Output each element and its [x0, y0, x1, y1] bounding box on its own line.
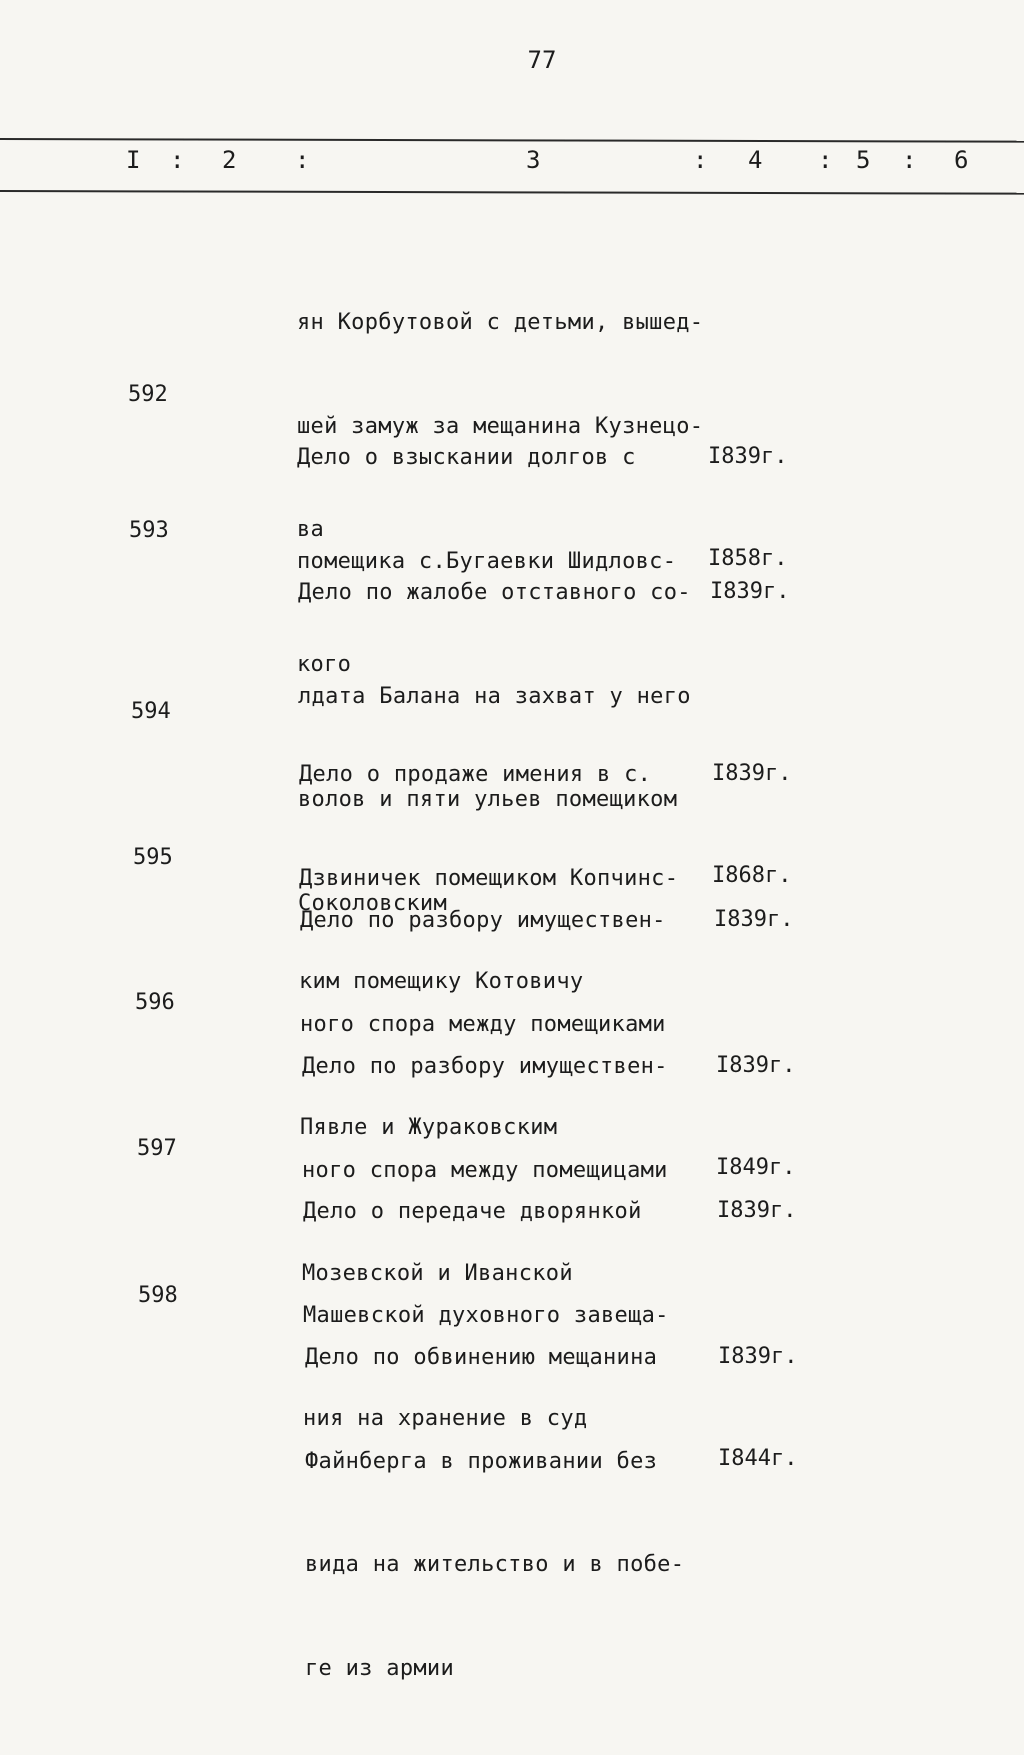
text-line: Пявле и Жураковским: [300, 1115, 558, 1140]
case-number: 592: [128, 382, 168, 407]
start-date: I839г.: [718, 1344, 798, 1369]
page-number: 77: [527, 46, 557, 74]
header-rule-top: [0, 138, 1024, 143]
end-date: I844г.: [718, 1446, 798, 1471]
text-line: ния на хранение в суд: [303, 1406, 588, 1431]
text-line: ва: [297, 517, 325, 542]
case-dates: [710, 507, 789, 677]
end-date: I868г.: [712, 863, 792, 888]
text-line: Дело по обвинению мещанина: [305, 1345, 658, 1370]
text-line: Дзвиничек помещиком Копчинс-: [299, 865, 679, 891]
text-line: Дело о взыскании долгов с: [297, 445, 636, 470]
start-date: I839г.: [710, 579, 790, 604]
case-number: 593: [129, 518, 169, 543]
column-header-5: 5: [856, 146, 871, 174]
start-date: I839г.: [716, 1053, 796, 1078]
column-header-3: 3: [526, 146, 541, 174]
column-separator: :: [295, 146, 310, 174]
text-line: кого: [297, 652, 352, 677]
text-line: ян Корбутовой с детьми, вышед-: [297, 310, 704, 335]
text-line: Мозевской и Иванской: [302, 1261, 573, 1286]
text-line: шей замуж за мещанина Кузнецо-: [297, 413, 704, 439]
text-line: ге из армии: [305, 1655, 454, 1681]
text-line: Дело по разбору имуществен-: [302, 1054, 668, 1079]
case-number: 598: [138, 1283, 178, 1308]
end-date: I858г.: [708, 546, 788, 571]
column-separator: :: [902, 146, 917, 174]
start-date: I839г.: [708, 444, 788, 469]
case-number: 596: [135, 990, 175, 1015]
text-line: Дело о продаже имения в с.: [299, 762, 652, 787]
column-header-1: I: [126, 146, 141, 174]
text-line: Дело по жалобе отставного со-: [298, 580, 691, 605]
column-separator: :: [693, 146, 708, 174]
text-line: Дело по разбору имуществен-: [300, 908, 666, 933]
text-line: Дело о передаче дворянкой: [303, 1199, 642, 1224]
case-dates: [717, 1126, 796, 1296]
case-description: [305, 1272, 684, 1755]
column-header-6: 6: [954, 146, 969, 174]
case-number: 597: [137, 1136, 177, 1161]
text-line: ного спора между помещицами: [302, 1157, 668, 1183]
start-date: I839г.: [714, 907, 794, 932]
text-line: Файнберга в проживании без: [305, 1448, 658, 1474]
text-line: ного спора между помещиками: [300, 1011, 666, 1037]
case-number: 594: [131, 699, 171, 724]
text-line: Машевской духовного завеща-: [303, 1302, 669, 1328]
text-line: помещика с.Бугаевки Шидловс-: [297, 548, 677, 574]
case-number: 595: [133, 845, 173, 870]
text-line: ким помещику Котовичу: [299, 969, 584, 994]
header-rule-bottom: [0, 190, 1024, 195]
start-date: I839г.: [712, 761, 792, 786]
text-line: лдата Балана на захват у него: [298, 683, 691, 709]
column-separator: :: [818, 146, 833, 174]
text-line: волов и пяти ульев помещиком: [298, 787, 678, 812]
column-separator: :: [170, 146, 185, 174]
column-header-2: 2: [222, 146, 237, 174]
text-line: вида на жительство и в побе-: [305, 1552, 685, 1577]
end-date: I849г.: [716, 1155, 796, 1180]
column-header-4: 4: [748, 146, 763, 174]
text-line: Соколовским: [298, 890, 447, 916]
case-dates: [718, 1272, 797, 1544]
case-dates: [714, 835, 793, 1005]
start-date: I839г.: [717, 1198, 797, 1223]
